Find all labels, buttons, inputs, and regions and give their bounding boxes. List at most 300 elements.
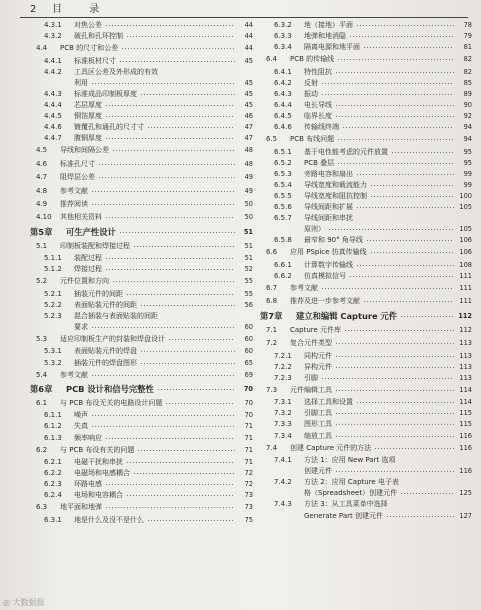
toc-entry-title-cont: 原则）: [304, 225, 325, 234]
toc-entry-title: 计算数字传输线: [304, 260, 353, 269]
toc-entry-page: 49: [244, 186, 253, 195]
toc-leader-dots: [105, 20, 235, 31]
toc-entry-number: 6.1.2: [44, 422, 62, 431]
toc-leader-dots: [119, 56, 235, 67]
toc-entry: [30, 444, 253, 457]
toc-entry-title: 与 PCB 布设有关的问题: [60, 445, 135, 454]
toc-entry-number: 4.4: [36, 44, 48, 53]
toc-entry-page: 113: [459, 362, 472, 371]
toc-entry-title: 适应印制板生产的封装和焊盘设计: [60, 335, 165, 344]
toc-entry: [30, 397, 253, 410]
toc-leader-dots: [335, 466, 454, 477]
toc-entry: [260, 271, 472, 282]
toc-entry-page: 95: [463, 147, 472, 156]
toc-entry-number: 7.3.4: [274, 431, 292, 440]
toc-entry-number: 7.3.3: [274, 420, 292, 429]
toc-entry-title: 振动: [304, 89, 318, 98]
toc-entry-number: 6.5.8: [274, 236, 292, 245]
toc-entry: [260, 180, 472, 191]
toc-entry-number: 6.5: [266, 135, 278, 144]
toc-entry-page: 51: [244, 241, 253, 250]
toc-entry-page: 113: [459, 339, 472, 348]
toc-entry-number: 4.4.1: [44, 56, 62, 65]
toc-entry-title: 印制板装配和焊接过程: [60, 241, 130, 250]
toc-entry-title: 噪声: [74, 411, 88, 420]
toc-entry-title: 方法 1：应用 New Part 选项: [304, 456, 396, 465]
toc-entry: [30, 479, 253, 490]
toc-entry-number: 7.1: [266, 325, 278, 334]
toc-entry-page: 99: [463, 169, 472, 178]
toc-leader-dots: [356, 169, 454, 180]
toc-entry-title: 阻焊层公差: [60, 173, 95, 182]
toc-entry-number: 6.6.1: [274, 260, 292, 269]
toc-entry: [30, 56, 253, 67]
toc-entry-number: 7.3: [266, 385, 278, 394]
toc-leader-dots: [335, 351, 454, 362]
toc-leader-dots: [363, 42, 454, 53]
toc-entry-page: 127: [459, 511, 472, 520]
toc-leader-dots: [91, 369, 235, 382]
toc-entry: [30, 133, 253, 144]
toc-entry: [260, 351, 472, 362]
toc-entry-number: 6.5.6: [274, 203, 292, 212]
toc-leader-dots: [391, 147, 454, 158]
toc-entry-number: 4.6: [36, 159, 48, 168]
toc-leader-dots: [140, 89, 235, 100]
toc-entry-number: 5.3.1: [44, 347, 62, 356]
toc-entry-page: 71: [244, 433, 253, 442]
toc-entry-title: 仿真模拟信号: [304, 271, 346, 280]
toc-entry: [260, 67, 472, 78]
toc-entry-page: 45: [244, 89, 253, 98]
toc-entry-title: 旁路电容和扇出: [304, 169, 353, 178]
toc-entry-page: 70: [244, 411, 253, 420]
toc-entry-title: 异构元件: [304, 362, 332, 371]
toc-entry-page: 114: [459, 398, 472, 407]
toc-leader-dots: [337, 133, 454, 146]
toc-entry-number: 第6章: [30, 383, 53, 394]
toc-entry-title: 标准板材尺寸: [74, 56, 116, 65]
toc-entry: [30, 42, 253, 55]
toc-entry-title: 参考文献: [60, 186, 88, 195]
toc-entry-page: 47: [244, 134, 253, 143]
toc-entry-page: 105: [459, 225, 472, 234]
toc-entry-page: 51: [243, 227, 253, 236]
toc-entry-title: 导线宽度和阻抗控制: [304, 192, 367, 200]
toc-entry-page: 111: [459, 271, 472, 280]
toc-entry-page: 105: [459, 203, 472, 212]
toc-leader-dots: [400, 488, 454, 499]
toc-entry-number: 6.5.7: [274, 214, 292, 223]
toc-entry-number: 6.5.1: [274, 147, 292, 156]
toc-entry-title: 隔离电源和地平面: [304, 43, 360, 52]
toc-entry: [260, 337, 472, 350]
toc-entry-number: 6.5.4: [274, 180, 292, 189]
toc-entry: [30, 111, 253, 122]
toc-entry: [260, 202, 472, 213]
toc-entry: [260, 397, 472, 408]
toc-entry: [30, 198, 253, 211]
toc-leader-dots: [105, 133, 235, 144]
toc-leader-dots: [335, 67, 454, 78]
toc-entry-number: 6.7: [266, 284, 278, 293]
watermark: ◎ 大数据报: [3, 598, 45, 607]
toc-entry-page: 111: [459, 297, 472, 306]
toc-entry-page: 48: [244, 159, 253, 168]
toc-entry: [30, 211, 253, 224]
toc-entry: [30, 490, 253, 501]
toc-leader-dots: [140, 358, 235, 369]
toc-entry: [260, 100, 472, 111]
toc-entry: [30, 264, 253, 275]
toc-entry-page: 94: [463, 135, 472, 144]
toc-leader-dots: [91, 78, 235, 89]
header-rule: [20, 17, 468, 18]
toc-entry: [260, 31, 472, 42]
toc-entry-continuation: [30, 322, 253, 333]
toc-entry-title: 导线宽度和载流能力: [304, 180, 367, 189]
toc-entry: [260, 499, 472, 510]
toc-entry-title: 复合元件类型: [290, 339, 332, 348]
toc-entry: [260, 282, 472, 295]
toc-entry: [260, 384, 472, 397]
toc-entry-title: 引脚工具: [304, 409, 332, 418]
toc-entry-number: 6.8: [266, 297, 278, 306]
toc-entry-title: 镀覆孔和通孔的尺寸寸: [74, 123, 144, 132]
toc-leader-dots: [335, 408, 454, 419]
toc-entry: [260, 122, 472, 133]
toc-entry-number: 6.2.2: [44, 469, 62, 478]
toc-leader-dots: [374, 442, 454, 455]
toc-entry-title: 方法 2：应用 Capture 电子表: [304, 478, 399, 487]
toc-entry-number: 4.4.7: [44, 134, 62, 143]
toc-entry: [30, 275, 253, 288]
toc-entry-number: 5.4: [36, 370, 48, 379]
toc-entry: [260, 169, 472, 180]
toc-entry-page: 113: [459, 351, 472, 360]
toc-entry-title: 标准孔尺寸: [60, 159, 95, 168]
toc-leader-dots: [140, 346, 235, 357]
running-header: [22, 4, 462, 16]
toc-leader-dots: [147, 515, 235, 526]
toc-leader-dots: [105, 264, 235, 275]
toc-entry-number: 5.2.2: [44, 300, 62, 309]
toc-entry-title: 最窄和 90° 角导线: [304, 236, 363, 245]
toc-leader-dots: [112, 275, 235, 288]
toc-entry-page: 45: [244, 78, 253, 87]
toc-entry-number: 7.2: [266, 339, 278, 348]
toc-entry-page: 73: [244, 503, 253, 512]
toc-entry-number: 6.2.4: [44, 491, 62, 500]
toc-leader-dots: [337, 158, 454, 169]
toc-entry: [30, 358, 253, 369]
toc-entry-title: 插装元件的焊盘图形: [74, 358, 137, 367]
toc-entry-page: 69: [244, 370, 253, 379]
toc-entry-title: 导线间距和串扰: [304, 214, 353, 223]
toc-leader-dots: [121, 42, 235, 55]
toc-entry-number: 4.5: [36, 146, 48, 155]
toc-entry-title: 地（接地）平面: [304, 21, 353, 29]
toc-entry: [30, 158, 253, 171]
toc-entry: [260, 78, 472, 89]
toc-entry-number: 5.2.1: [44, 289, 62, 298]
toc-leader-dots: [400, 309, 454, 324]
toc-leader-dots: [356, 20, 454, 31]
toc-entry: [30, 185, 253, 198]
toc-entry-page: 60: [244, 347, 253, 356]
toc-leader-dots: [140, 300, 235, 311]
toc-entry-title: 焊接过程: [74, 265, 102, 274]
toc-entry: [260, 111, 472, 122]
toc-entry-page: 46: [244, 112, 253, 121]
toc-entry: [30, 311, 253, 322]
toc-entry: [260, 20, 472, 31]
toc-entry: [30, 333, 253, 346]
toc-leader-dots: [370, 180, 454, 191]
toc-entry-number: 7.4.3: [274, 500, 292, 509]
toc-entry-title-cont: 格（Spreadsheet）创建元件: [304, 489, 398, 498]
toc-entry-number: 4.4.6: [44, 123, 62, 132]
toc-entry-title: 引脚: [304, 373, 318, 382]
toc-leader-dots: [328, 224, 454, 235]
toc-entry-number: 6.1.1: [44, 411, 62, 420]
toc-entry-page: 111: [459, 284, 472, 293]
toc-entry-number: 6.6.2: [274, 271, 292, 280]
toc-entry-number: 6.3.1: [44, 515, 62, 524]
toc-entry-page: 50: [244, 213, 253, 222]
toc-leader-dots: [335, 362, 454, 373]
toc-leader-dots: [165, 397, 235, 410]
toc-entry-page: 72: [244, 469, 253, 478]
toc-entry-title: 标准成品印制板厚度: [74, 89, 137, 98]
toc-entry-page: 47: [244, 123, 253, 132]
toc-entry-number: 6.1: [36, 398, 48, 407]
toc-entry-page: 52: [244, 265, 253, 274]
toc-entry-title: 地是什么及没不是什么: [74, 515, 144, 524]
toc-entry-page: 85: [463, 78, 472, 87]
toc-leader-dots: [105, 253, 235, 264]
toc-entry-page: 44: [244, 21, 253, 29]
toc-leader-dots: [137, 444, 235, 457]
toc-entry-page: 55: [244, 289, 253, 298]
toc-leader-dots: [126, 490, 235, 501]
toc-leader-dots: [98, 171, 235, 184]
toc-entry-number: 4.7: [36, 173, 48, 182]
toc-entry-title-cont: 创建元件: [304, 467, 332, 476]
toc-entry-page: 82: [463, 55, 472, 64]
toc-entry: [260, 419, 472, 430]
toc-leader-dots: [105, 111, 235, 122]
toc-entry-title: 创建 Capture 元件的方法: [290, 443, 372, 452]
toc-entry: [260, 295, 472, 308]
toc-entry-number: 6.3: [36, 503, 48, 512]
toc-entry: [30, 369, 253, 382]
toc-entry-number: 6.4.5: [274, 112, 292, 121]
toc-leader-dots: [157, 382, 235, 397]
toc-leader-dots: [105, 211, 235, 224]
toc-entry: [260, 455, 472, 466]
toc-entry: [260, 431, 472, 442]
toc-entry-page: 99: [463, 180, 472, 189]
toc-entry-number: 6.2: [36, 445, 48, 454]
toc-entry: [260, 133, 472, 146]
toc-leader-dots: [337, 53, 454, 66]
toc-entry-title: 电长导线: [304, 100, 332, 109]
toc-entry-number: 5.1.2: [44, 265, 62, 274]
toc-entry-title: 装配过程: [74, 254, 102, 263]
toc-entry-page: 49: [244, 173, 253, 182]
toc-leader-dots: [349, 31, 454, 42]
toc-entry: [260, 477, 472, 488]
toc-entry: [260, 324, 472, 337]
toc-entry-title: 推荐阅读: [60, 199, 88, 208]
toc-entry-number: 第5章: [30, 226, 53, 237]
toc-entry-page: 114: [459, 385, 472, 394]
toc-entry-number: 7.3.1: [274, 398, 292, 407]
toc-entry: [260, 362, 472, 373]
toc-entry-page: 51: [244, 254, 253, 263]
toc-entry-number: 6.2.3: [44, 480, 62, 489]
toc-entry-page: 116: [459, 443, 472, 452]
toc-entry-number: 4.4.3: [44, 89, 62, 98]
toc-entry-continuation: [260, 488, 472, 499]
toc-leader-dots: [105, 501, 235, 514]
toc-leader-dots: [91, 198, 235, 211]
toc-entry-title: PCB 的传输线: [290, 55, 335, 64]
toc-leader-dots: [356, 397, 454, 408]
toc-leader-dots: [370, 246, 454, 259]
toc-leader-dots: [133, 240, 235, 253]
toc-entry-title-cont: Generate Part 创建元件: [304, 511, 383, 520]
toc-entry-number: 5.3.2: [44, 358, 62, 367]
toc-entry-page: 60: [244, 335, 253, 344]
toc-entry-title: 电磁干扰和串扰: [74, 458, 123, 467]
toc-entry: [260, 213, 472, 224]
toc-leader-dots: [386, 511, 454, 522]
toc-entry-continuation: [260, 511, 472, 522]
toc-entry: [30, 20, 253, 31]
toc-leader-dots: [91, 421, 235, 432]
toc-entry-page: 50: [244, 199, 253, 208]
toc-entry-title: 元件位置和方向: [60, 277, 109, 286]
toc-entry-title: 临界长度: [304, 112, 332, 121]
toc-leader-dots: [335, 100, 454, 111]
toc-entry-page: 115: [459, 420, 472, 429]
toc-entry-title: 元件编辑工具: [290, 385, 332, 394]
toc-entry-number: 6.4: [266, 55, 278, 64]
toc-entry-page: 71: [244, 445, 253, 454]
toc-leader-dots: [91, 410, 235, 421]
toc-entry-page: 45: [244, 56, 253, 65]
toc-entry: [30, 289, 253, 300]
toc-entry-page: 108: [459, 260, 472, 269]
toc-entry: [30, 253, 253, 264]
toc-leader-dots: [105, 433, 235, 444]
toc-entry-number: 6.5.5: [274, 192, 292, 200]
toc-entry: [30, 382, 253, 397]
toc-entry-page: 71: [244, 422, 253, 431]
toc-entry-number: 6.4.4: [274, 100, 292, 109]
toc-entry-title: 腹铜厚度: [74, 134, 102, 143]
toc-entry-page: 113: [459, 373, 472, 382]
toc-entry-title: 地平面和地弹: [60, 503, 102, 512]
toc-entry: [260, 373, 472, 384]
toc-entry-title: 破孔和孔环控制: [74, 32, 123, 41]
toc-leader-dots: [335, 111, 454, 122]
toc-entry-number: 6.1.3: [44, 433, 62, 442]
toc-entry: [30, 433, 253, 444]
toc-entry: [30, 468, 253, 479]
toc-entry-continuation: [260, 466, 472, 477]
toc-entry-number: 6.4.3: [274, 89, 292, 98]
toc-entry-page: 71: [244, 458, 253, 467]
toc-entry: [260, 235, 472, 246]
toc-entry-page: 112: [458, 311, 472, 320]
toc-entry: [30, 67, 253, 78]
toc-entry-title-cont: 要求: [74, 322, 88, 331]
toc-entry: [260, 53, 472, 66]
toc-entry-title: 参考文献: [290, 284, 318, 293]
toc-entry-title: 插装元件的间距: [74, 289, 123, 298]
toc-entry-title: 铜箔厚度: [74, 112, 102, 121]
toc-entry-page: 75: [244, 515, 253, 524]
toc-entry-page: 92: [463, 112, 472, 121]
toc-entry-number: 7.4.2: [274, 478, 292, 487]
toc-entry-page: 116: [459, 431, 472, 440]
toc-leader-dots: [168, 333, 235, 346]
toc-entry-page: 106: [459, 236, 472, 245]
toc-entry-page: 60: [244, 322, 253, 331]
toc-entry: [260, 89, 472, 100]
toc-entry-number: 6.3.4: [274, 43, 292, 52]
toc-entry-page: 78: [463, 21, 472, 29]
toc-entry-number: 4.10: [36, 213, 52, 222]
toc-entry-number: 6.3.2: [274, 21, 292, 29]
toc-entry-title: 选择工具和设置: [304, 398, 353, 407]
toc-entry: [260, 191, 472, 202]
toc-entry-number: 6.4.2: [274, 78, 292, 87]
toc-leader-dots: [98, 158, 235, 171]
toc-entry: [30, 515, 253, 526]
toc-entry-number: 6.3.3: [274, 32, 292, 41]
toc-entry-page: 112: [459, 325, 472, 334]
toc-entry: [30, 346, 253, 357]
toc-entry-title: PCB 布线问题: [290, 135, 335, 144]
toc-leader-dots: [321, 78, 454, 89]
toc-entry: [30, 225, 253, 240]
toc-entry-number: 5.1.1: [44, 254, 62, 263]
toc-entry-title: 方法 3：从工具菜单中选择: [304, 500, 388, 509]
toc-leader-dots: [126, 457, 235, 468]
toc-entry-title: 环路电感: [74, 480, 102, 489]
toc-entry-page: 100: [459, 192, 472, 200]
toc-entry-title: 电磁场和电感耦合: [74, 469, 130, 478]
toc-leader-dots: [112, 144, 235, 157]
toc-leader-dots: [370, 191, 454, 202]
toc-leader-dots: [321, 373, 454, 384]
toc-entry-page: 125: [459, 489, 472, 498]
toc-entry-title: 混合插装与表面贴装的间距: [74, 311, 158, 320]
toc-entry-continuation: [260, 224, 472, 235]
toc-entry-title: 特性阻抗: [304, 67, 332, 76]
toc-entry-title: 频率响应: [74, 433, 102, 442]
toc-entry-title: 同构元件: [304, 351, 332, 360]
toc-entry: [30, 31, 253, 42]
toc-right-column: [260, 20, 472, 522]
toc-entry-title: 对焦公差: [74, 21, 102, 29]
toc-entry-title: PCB 叠层: [304, 158, 335, 167]
toc-leader-dots: [335, 337, 454, 350]
